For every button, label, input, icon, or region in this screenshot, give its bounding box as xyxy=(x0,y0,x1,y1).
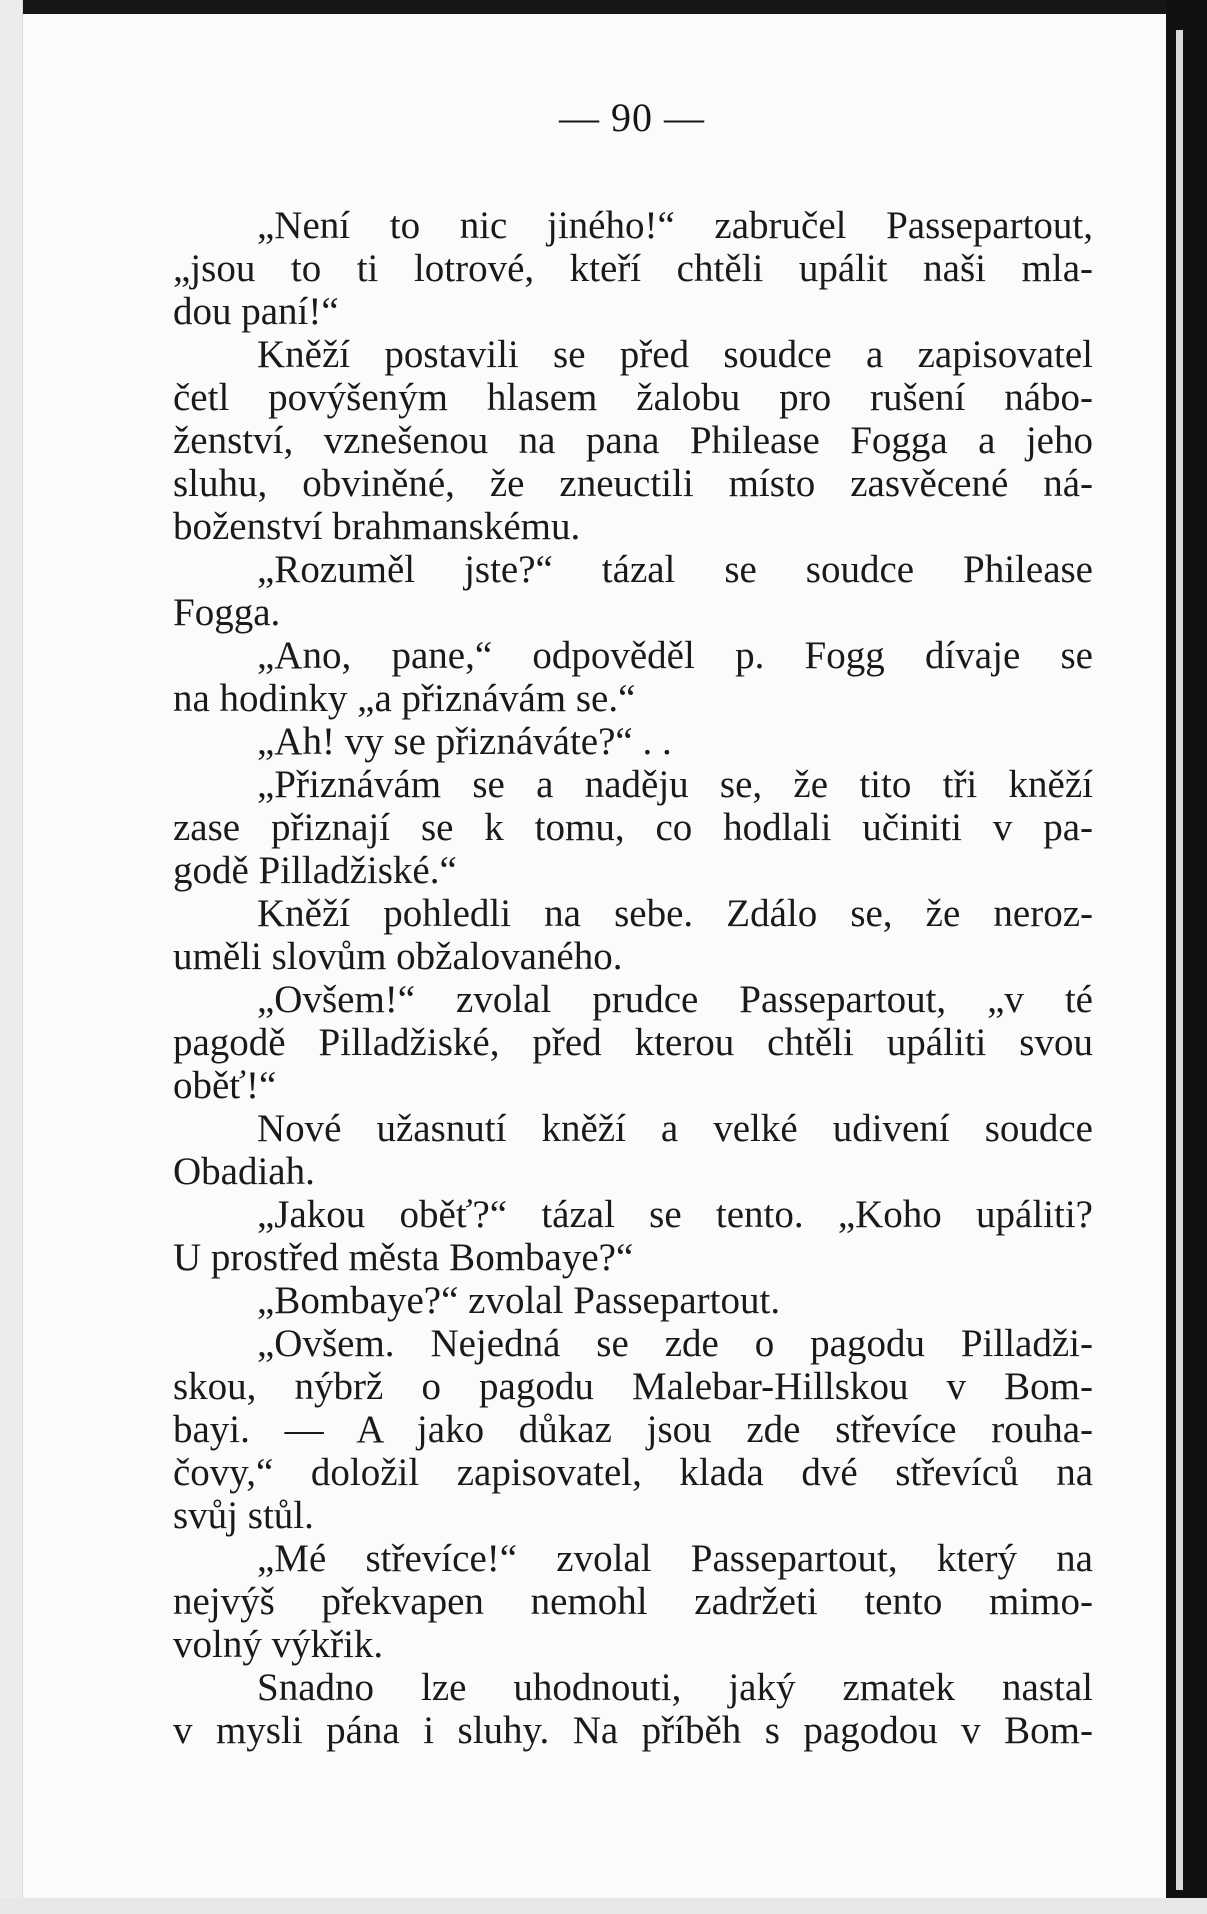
text-line: Nové užasnutí kněží a velké udivení soudce xyxy=(257,1107,1093,1150)
text-line: U prostřed města Bombaye?“ xyxy=(173,1236,634,1279)
text-line: „Mé střevíce!“ zvolal Passepartout, který na xyxy=(257,1537,1093,1580)
text-line: „Není to nic jiného!“ zabručel Passepartout, xyxy=(257,204,1093,247)
text-line: volný výkřik. xyxy=(173,1623,384,1666)
scan-border-right xyxy=(1166,0,1207,1914)
text-line: Fogga. xyxy=(173,591,281,634)
text-line: Snadno lze uhodnouti, jaký zmatek nastal xyxy=(257,1666,1093,1709)
text-line: četl povýšeným hlasem žalobu pro rušení nábo- xyxy=(173,376,1093,419)
text-line: „Ovšem. Nejedná se zde o pagodu Pilladži- xyxy=(257,1322,1093,1365)
book-spine-edge xyxy=(1176,30,1183,1890)
scan-border-left xyxy=(0,0,23,1914)
text-line: nejvýš překvapen nemohl zadržeti tento mimo- xyxy=(173,1580,1093,1623)
scan-border-bottom xyxy=(0,1898,1207,1914)
text-line: svůj stůl. xyxy=(173,1494,314,1537)
text-line: „Ovšem!“ zvolal prudce Passepartout, „v té xyxy=(257,978,1093,1021)
text-line: „Bombaye?“ zvolal Passepartout. xyxy=(257,1279,781,1322)
body-text xyxy=(173,204,1093,1752)
text-line: „Ano, pane,“ odpověděl p. Fogg dívaje se xyxy=(257,634,1093,677)
text-line: Kněží postavili se před soudce a zapisovatel xyxy=(257,333,1093,376)
text-line: „Ah! vy se přiznáváte?“ . . xyxy=(257,720,672,763)
text-line: Kněží pohledli na sebe. Zdálo se, že neroz- xyxy=(257,892,1093,935)
text-line: Obadiah. xyxy=(173,1150,315,1193)
text-line: skou, nýbrž o pagodu Malebar-Hillskou v Bom- xyxy=(173,1365,1093,1408)
text-line: uměli slovům obžalovaného. xyxy=(173,935,623,978)
text-line: „jsou to ti lotrové, kteří chtěli upálit naši mla- xyxy=(173,247,1093,290)
text-line: boženství brahmanskému. xyxy=(173,505,581,548)
text-line: „Přiznávám se a naděju se, že tito tři kněží xyxy=(257,763,1093,806)
text-line: sluhu, obviněné, že zneuctili místo zasvěcené ná- xyxy=(173,462,1093,505)
text-line: dou paní!“ xyxy=(173,290,339,333)
text-line: na hodinky „a přiznávám se.“ xyxy=(173,677,636,720)
text-line: bayi. — A jako důkaz jsou zde střevíce rouha- xyxy=(173,1408,1093,1451)
text-line: pagodě Pilladžiské, před kterou chtěli upáliti svou xyxy=(173,1021,1093,1064)
text-line: „Jakou oběť?“ tázal se tento. „Koho upáliti? xyxy=(257,1193,1093,1236)
text-line: godě Pilladžiské.“ xyxy=(173,849,457,892)
text-line: ženství, vznešenou na pana Philease Fogga a jeho xyxy=(173,419,1093,462)
text-line: „Rozuměl jste?“ tázal se soudce Philease xyxy=(257,548,1093,591)
text-line: čovy,“ doložil zapisovatel, klada dvé střevíců na xyxy=(173,1451,1093,1494)
scan-border-top xyxy=(0,0,1207,14)
page-number: — 90 — xyxy=(559,95,705,140)
text-line: zase přiznají se k tomu, co hodlali učiniti v pa- xyxy=(173,806,1093,849)
text-line: oběť!“ xyxy=(173,1064,277,1107)
text-line: v mysli pána i sluhy. Na příběh s pagodou v Bom- xyxy=(173,1709,1093,1752)
